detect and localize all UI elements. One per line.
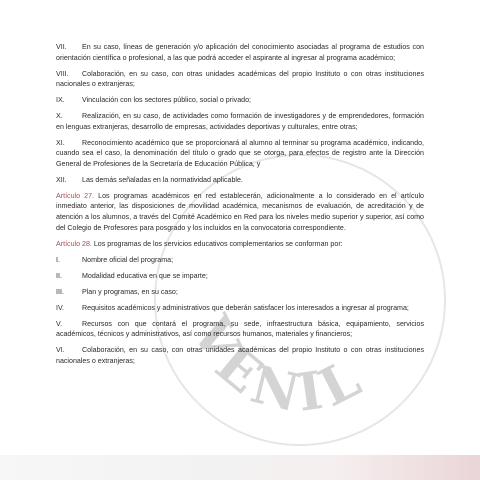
article-28: Artículo 28. Los programas de los servicios educativos complementarios se conforman por:	[56, 239, 343, 248]
list-item: II. Modalidad educativa en que se imparte;	[56, 271, 208, 280]
list-item: VII. En su caso, líneas de generación y/o aplicación del conocimiento asociadas al programa de estudios con orientación científica o profesional, a las que podrá acceder el aspirante al ingresar al programa académico;	[56, 43, 424, 62]
article-27: Artículo 27. Los programas académicos en red establecerán, adicionalmente a lo considerado en el artículo inmediato anterior, las disposiciones de movilidad académica, mecanismos de evaluación, de acreditación y de atención a los alumnos, a través del Comité Académico en Red para los niveles medio superior y superior, así como del Colegio de Profesores para posgrado y los incluidos en la convocatoria correspondiente.	[56, 191, 424, 232]
list-item: XI. Reconocimiento académico que se proporcionará al alumno al terminar su programa académico, indicando, cuando sea el caso, la denominación del título o grado que se otorga, para efectos de registro ante la Dirección General de Profesiones de la Secretaría de Educación Pública, y	[56, 138, 424, 168]
list-item: III. Plan y programas, en su caso;	[56, 287, 178, 296]
document-body	[56, 42, 424, 372]
footer-band	[0, 455, 480, 480]
list-item: V. Recursos con que contará el programa, su sede, infraestructura básica, equipamiento, servicios académicos, técnicos y administrativos, así como recursos humanos, materiales y financieros;	[56, 319, 424, 339]
article-label: Artículo 27.	[56, 191, 95, 200]
list-item: IV. Requisitos académicos y administrativos que deberán satisfacer los interesados a ingresar al programa;	[56, 303, 409, 312]
list-item: IX. Vinculación con los sectores público, social o privado;	[56, 96, 252, 105]
list-item: X. Realización, en su caso, de actividades como formación de investigadores y de emprendedores, formación en lenguas extranjeras, desarrollo de empresas, actividades deportivas y culturales, entre otras;	[56, 112, 424, 131]
items-bottom	[56, 255, 424, 367]
items-top	[56, 42, 424, 185]
list-item: XII. Las demás señaladas en la normatividad aplicable.	[56, 175, 243, 184]
watermark-text: VENIL	[179, 306, 376, 426]
list-item: I. Nombre oficial del programa;	[56, 255, 174, 264]
list-item: VI. Colaboración, en su caso, con otras unidades académicas del propio Instituto o con otras instituciones nacionales o extranjeras;	[56, 346, 424, 365]
list-item: VIII. Colaboración, en su caso, con otras unidades académicas del propio Instituto o con otras instituciones nacionales o extranjeras;	[56, 69, 424, 89]
article-label: Artículo 28.	[56, 239, 92, 248]
